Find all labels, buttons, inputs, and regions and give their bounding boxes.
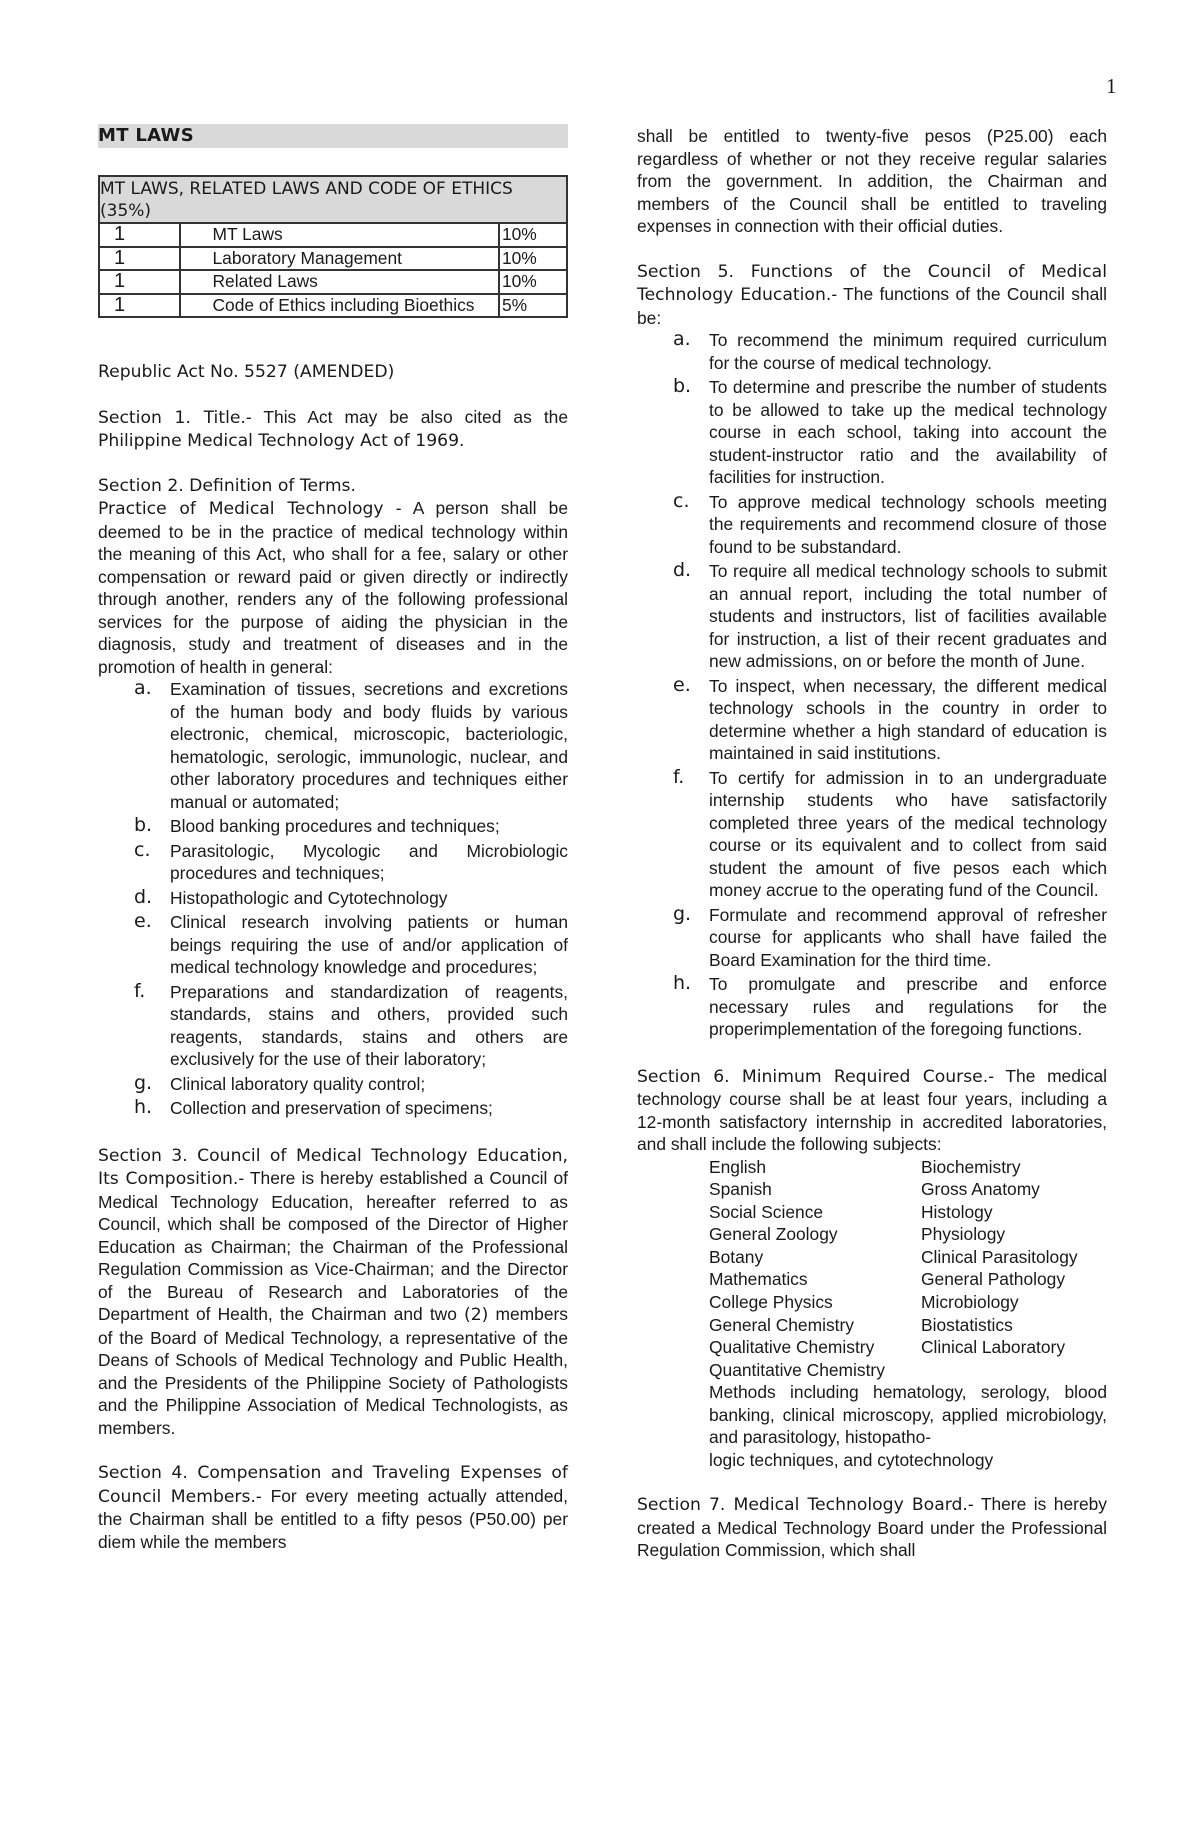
- list-item-text: Parasitologic, Mycologic and Microbiologic procedures and techniques;: [170, 840, 568, 883]
- subject-item: Biostatistics: [921, 1314, 1013, 1335]
- subjects-methods-cont: logic techniques, and cytotechnology: [709, 1449, 994, 1470]
- section-4: [98, 1461, 568, 1553]
- table-cell-pct: 10%: [499, 247, 567, 271]
- list-item: [637, 904, 1107, 972]
- section-4-heading: Section 4. Compensation and Traveling Expenses of Council Members.: [98, 1463, 568, 1507]
- table-cell-topic: MT Laws: [180, 223, 499, 247]
- table-cell-pct: 5%: [499, 294, 567, 318]
- list-item: [98, 1073, 568, 1096]
- subject-item: Mathematics: [709, 1269, 808, 1290]
- section-5-list: [637, 329, 1107, 1041]
- section-2-definition: [98, 497, 568, 678]
- list-item-text: To require all medical technology schools to submit an annual report, including the total number of students and instructors, list of facilities available for instruction, a list of their recent graduates and new admissions, on or before the month of June.: [709, 561, 1107, 671]
- list-marker: a.: [134, 677, 152, 699]
- section-2-heading: Section 2. Definition of Terms.: [98, 475, 356, 496]
- list-item: [637, 973, 1107, 1041]
- table-cell-num: 1: [99, 294, 180, 318]
- table-cell-num: 1: [99, 270, 180, 294]
- section-3: [98, 1144, 568, 1440]
- list-item: [98, 815, 568, 838]
- subject-item: General Chemistry: [709, 1314, 854, 1335]
- section-4-continued: shall be entitled to twenty-five pesos (P25.00) each regardless of whether or not they receive regular salaries from the government. In addition, the Chairman and members of the Council shall be entitled to traveling expenses in connection with their official duties.: [637, 126, 1107, 236]
- list-item-text: Clinical research involving patients or human beings requiring the use of and/or application of medical technology knowledge and procedures;: [170, 912, 568, 977]
- section-4-body: - For every meeting actually attended, the Chairman shall be entitled to a fifty pesos (P50.00) per diem while the members: [98, 1485, 568, 1552]
- list-item-text: Examination of tissues, secretions and excretions of the human body and body fluids by various electronic, chemical, microscopic, bacteriologic, hematologic, serologic, immunologic, nuclear, and other laboratory procedures and techniques either manual or automated;: [170, 679, 568, 812]
- list-item-text: To recommend the minimum required curriculum for the course of medical technology.: [709, 330, 1107, 373]
- subject-item: College Physics: [709, 1292, 833, 1313]
- subject-item: Clinical Parasitology: [921, 1246, 1078, 1267]
- list-item-text: Clinical laboratory quality control;: [170, 1073, 426, 1094]
- subject-item: Biochemistry: [921, 1156, 1021, 1177]
- section-3-body: - There is hereby established a Council of Medical Technology Education, hereafter referred to as Council, which shall be composed of the Director of Higher Education as Chairman; the Chairman of the Professional Regulation Commission as Vice-Chairman; and the Director of the Bureau of Research and Laboratories of the Department of Health, the Chairman and two: [98, 1168, 568, 1324]
- section-1-act-name: Philippine Medical Technology Act of 1969.: [98, 431, 465, 451]
- list-item-text: To certify for admission in to an undergraduate internship students who have satisfactorily completed three years of the medical technology course or its equivalent and to collect from said student the amount of five pesos each which money accrue to the operating fund of the Council.: [709, 767, 1107, 900]
- list-item: [98, 887, 568, 910]
- section-3-body-cont: members of the Board of Medical Technology, a representative of the Deans of Schools of Medical Technology and Public Health, and the Presidents of the Philippine Society of Pathologists and the Philippine Association of Medical Technologists, as members.: [98, 1304, 568, 1438]
- list-marker: h.: [134, 1096, 153, 1118]
- table-row: [99, 294, 567, 318]
- list-marker: g.: [673, 902, 692, 925]
- list-marker: a.: [673, 328, 691, 350]
- table-cell-num: 1: [99, 247, 180, 271]
- list-item: [637, 329, 1107, 374]
- list-item-text: To promulgate and prescribe and enforce necessary rules and regulations for the properimplementation of the foregoing functions.: [709, 974, 1107, 1039]
- list-item-text: Formulate and recommend approval of refresher course for applicants who shall have failed the Board Examination for the third time.: [709, 904, 1107, 970]
- list-item: [98, 981, 568, 1071]
- section-7-heading: Section 7. Medical Technology Board.: [637, 1495, 968, 1516]
- subject-item: General Pathology: [921, 1269, 1066, 1290]
- list-item: [637, 675, 1107, 765]
- list-item: [637, 376, 1107, 489]
- list-item-text: To inspect, when necessary, the different medical technology schools in the country in order to determine whether a high standard of education is maintained in said institutions.: [709, 675, 1107, 763]
- section-7-body: - There is hereby created a Medical Technology Board under the Professional Regulation Commission, which shall: [637, 1494, 1107, 1561]
- subject-item: Spanish: [709, 1179, 772, 1200]
- list-marker: e.: [134, 910, 152, 932]
- list-marker: d.: [673, 559, 692, 581]
- subject-item: Clinical Laboratory: [921, 1337, 1066, 1358]
- section-5-body: - The functions of the Council shall be:: [637, 284, 1107, 328]
- subject-item: Qualitative Chemistry: [709, 1337, 875, 1358]
- table-cell-topic: Code of Ethics including Bioethics: [180, 294, 499, 318]
- list-item-text: Collection and preservation of specimens;: [170, 1098, 493, 1118]
- section-6-body: - The medical technology course shall be at least four years, including a 12-month satisfactory internship in accredited laboratories, and shall include the following subjects:: [637, 1065, 1107, 1154]
- list-item: [637, 491, 1107, 559]
- act-title: Republic Act No. 5527 (AMENDED): [98, 362, 395, 382]
- list-item: [98, 1097, 568, 1120]
- list-marker: c.: [673, 489, 690, 512]
- subjects-list: [709, 1156, 1107, 1382]
- list-item-text: Preparations and standardization of reagents, standards, stains and others, provided such reagents, standards, stains and others are exclusively for the use of their laboratory;: [170, 981, 568, 1069]
- section-heading: MT LAWS: [98, 124, 568, 148]
- subject-item: English: [709, 1156, 767, 1177]
- table-cell-topic: Laboratory Management: [180, 247, 499, 271]
- section-2-term: Practice of Medical Technology: [98, 499, 384, 519]
- section-3-two: (2): [464, 1305, 489, 1325]
- list-item: [637, 767, 1107, 902]
- table-cell-pct: 10%: [499, 223, 567, 247]
- subject-item: Gross Anatomy: [921, 1179, 1040, 1200]
- list-item: [98, 840, 568, 885]
- subject-item: Histology: [921, 1201, 993, 1222]
- list-item-text: Blood banking procedures and techniques;: [170, 816, 500, 836]
- list-marker: b.: [673, 375, 692, 397]
- subject-item: Physiology: [921, 1224, 1006, 1245]
- subject-item: [921, 1359, 1107, 1382]
- left-column: [98, 124, 568, 1553]
- list-marker: d.: [134, 885, 153, 908]
- subject-item: General Zoology: [709, 1224, 838, 1245]
- list-item-text: To determine and prescribe the number of students to be allowed to take up the medical technology course in each school, taking into account the student-instructor ratio and the availability of facilities for instruction.: [709, 377, 1107, 487]
- list-marker: b.: [134, 814, 153, 836]
- subject-item: Botany: [709, 1246, 764, 1267]
- table-row: [99, 247, 567, 271]
- section-5-heading: Section 5. Functions of the Council of Medical Technology Education.: [637, 261, 1107, 305]
- list-item-text: To approve medical technology schools meeting the requirements and recommend closure of those found to be substandard.: [709, 491, 1107, 557]
- section-2-body: - A person shall be deemed to be in the practice of medical technology within the meaning of this Act, who shall for a fee, salary or other compensation or reward paid or given directly or indirectly through another, renders any of the following professional services for the purpose of aiding the physician in the diagnosis, study and treatment of diseases and in the promotion of health in general:: [98, 498, 568, 677]
- list-item-text: Histopathologic and Cytotechnology: [170, 887, 448, 908]
- subjects-methods: Methods including hematology, serology, blood banking, clinical microscopy, applied microbiology, and parasitology, histopatho-: [709, 1382, 1107, 1448]
- list-item: [98, 678, 568, 813]
- subject-item: Quantitative Chemistry: [709, 1359, 885, 1380]
- right-column: [637, 125, 1107, 1562]
- table-row: [99, 270, 567, 294]
- table-cell-topic: Related Laws: [180, 270, 499, 294]
- section-1: [98, 406, 568, 453]
- table-cell-num: 1: [99, 223, 180, 247]
- table-row: [99, 223, 567, 247]
- section-3-heading: Section 3. Council of Medical Technology Education, Its Composition.: [98, 1145, 568, 1189]
- section-1-heading: Section 1. Title.: [98, 407, 246, 428]
- list-marker: c.: [134, 838, 151, 861]
- list-marker: g.: [134, 1071, 153, 1094]
- page-number: 1: [1106, 74, 1117, 98]
- list-item: [98, 911, 568, 979]
- section-6-heading: Section 6. Minimum Required Course.: [637, 1066, 989, 1087]
- section-2-list: [98, 678, 568, 1120]
- section-5: [637, 260, 1107, 330]
- table-title: MT LAWS, RELATED LAWS AND CODE OF ETHICS (35%): [99, 176, 567, 223]
- list-marker: f.: [673, 765, 685, 788]
- list-marker: e.: [673, 673, 691, 696]
- section-6: [637, 1065, 1107, 1156]
- section-1-body: - This Act may be also cited as the: [245, 406, 569, 427]
- list-marker: f.: [134, 979, 146, 1002]
- subject-item: Microbiology: [921, 1292, 1019, 1313]
- topics-table: [98, 175, 568, 318]
- section-7: [637, 1493, 1107, 1562]
- subject-item: Social Science: [709, 1201, 824, 1222]
- list-item: [637, 560, 1107, 673]
- list-marker: h.: [673, 972, 692, 994]
- table-cell-pct: 10%: [499, 270, 567, 294]
